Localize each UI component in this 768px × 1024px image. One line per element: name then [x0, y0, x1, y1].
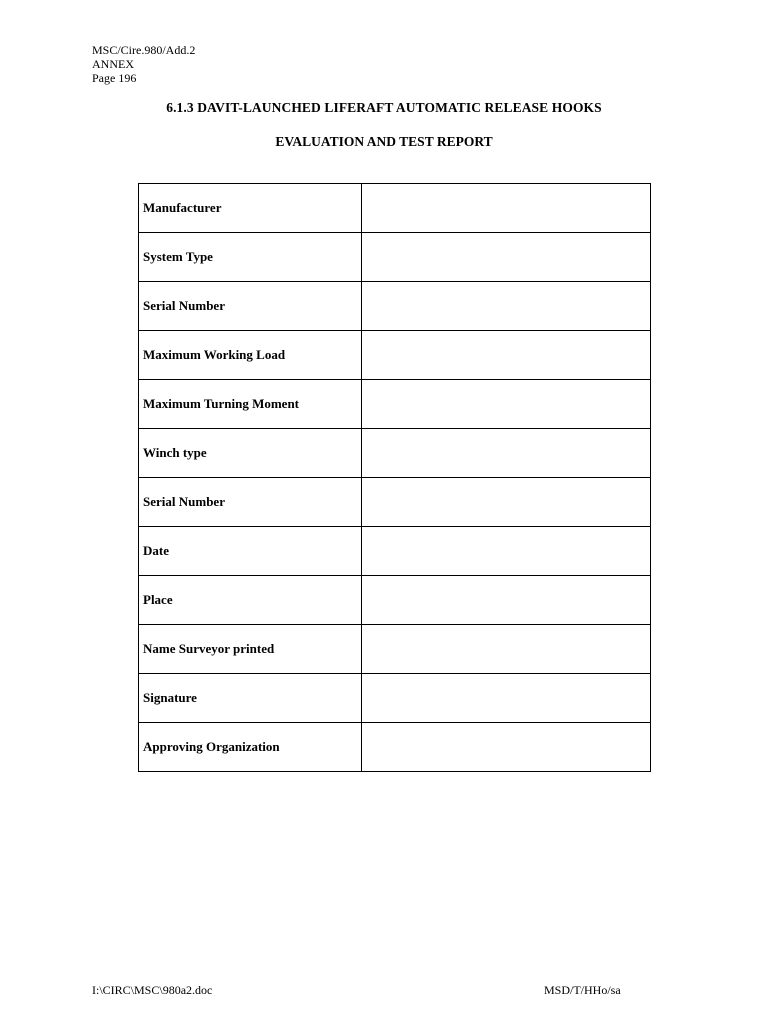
footer-author-code: MSD/T/HHo/sa: [544, 983, 621, 997]
form-row-approving-organization: [139, 723, 651, 772]
report-title: EVALUATION AND TEST REPORT: [275, 134, 493, 149]
field-label: Maximum Turning Moment: [139, 380, 362, 429]
maximum-working-load-field[interactable]: [362, 331, 651, 380]
document-reference: MSC/Cire.980/Add.2: [92, 43, 196, 57]
annex-label: ANNEX: [92, 57, 134, 71]
form-row-maximum-working-load: [139, 331, 651, 380]
field-label: Serial Number: [139, 478, 362, 527]
field-label: Name Surveyor printed: [139, 625, 362, 674]
evaluation-form-table: [138, 183, 651, 772]
field-label: Signature: [139, 674, 362, 723]
place-field[interactable]: [362, 576, 651, 625]
field-label: Winch type: [139, 429, 362, 478]
field-label: Serial Number: [139, 282, 362, 331]
serial-number-field[interactable]: [362, 282, 651, 331]
maximum-turning-moment-field[interactable]: [362, 380, 651, 429]
approving-organization-field[interactable]: [362, 723, 651, 772]
winch-type-field[interactable]: [362, 429, 651, 478]
form-row-serial-number: [139, 282, 651, 331]
field-label: Maximum Working Load: [139, 331, 362, 380]
field-label: Date: [139, 527, 362, 576]
manufacturer-field[interactable]: [362, 184, 651, 233]
form-row-manufacturer: [139, 184, 651, 233]
section-title: 6.1.3 DAVIT-LAUNCHED LIFERAFT AUTOMATIC RELEASE HOOKS: [166, 100, 602, 115]
form-row-signature: [139, 674, 651, 723]
field-label: Place: [139, 576, 362, 625]
form-row-name-surveyor: [139, 625, 651, 674]
signature-field[interactable]: [362, 674, 651, 723]
form-row-system-type: [139, 233, 651, 282]
form-row-date: [139, 527, 651, 576]
system-type-field[interactable]: [362, 233, 651, 282]
field-label: Manufacturer: [139, 184, 362, 233]
footer-file-path: I:\CIRC\MSC\980a2.doc: [92, 983, 213, 997]
winch-serial-number-field[interactable]: [362, 478, 651, 527]
form-row-maximum-turning-moment: [139, 380, 651, 429]
field-label: System Type: [139, 233, 362, 282]
page-number: Page 196: [92, 71, 137, 85]
name-surveyor-field[interactable]: [362, 625, 651, 674]
form-row-winch-serial-number: [139, 478, 651, 527]
form-row-place: [139, 576, 651, 625]
field-label: Approving Organization: [139, 723, 362, 772]
date-field[interactable]: [362, 527, 651, 576]
form-row-winch-type: [139, 429, 651, 478]
document-header: [92, 43, 195, 85]
